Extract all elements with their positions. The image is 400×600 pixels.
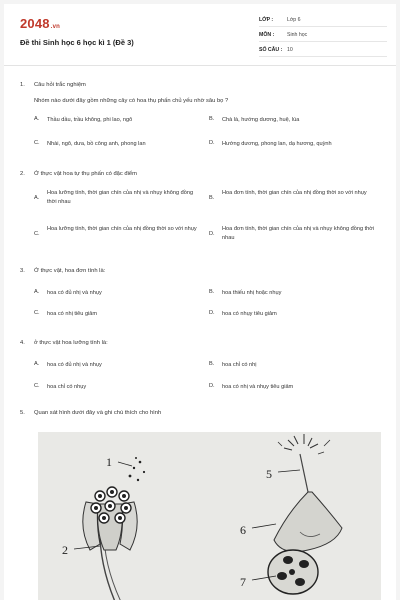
question-number: 3. xyxy=(20,268,25,274)
pistil-style xyxy=(300,454,308,492)
meta-row-grade xyxy=(259,14,387,27)
meta-value: Sinh học xyxy=(287,32,308,38)
question-number: 1. xyxy=(20,82,25,88)
stigma-branches xyxy=(284,434,318,450)
label-line-2 xyxy=(74,546,100,549)
ovary xyxy=(274,492,342,552)
pollen-grains xyxy=(129,457,146,481)
exam-header xyxy=(4,4,396,66)
label-line-6 xyxy=(252,524,276,528)
meta-key: MÔN : xyxy=(259,32,275,38)
option-d[interactable]: D. hoa có nhụy tiêu giảm xyxy=(209,310,277,317)
flower-diagram xyxy=(38,432,381,600)
option-b[interactable]: B. Hoa đơn tính, thời gian chín của nhị đồng thời so với nhụy xyxy=(209,190,367,201)
question-text: Quan sát hình dưới đây và ghi chú thích cho hình xyxy=(34,410,162,416)
question-description: Nhóm nào dưới đây gồm những cây có hoa thụ phấn chủ yếu nhờ sâu bọ ? xyxy=(34,98,229,104)
meta-value: Lớp 6 xyxy=(287,17,301,23)
option-b[interactable]: B. hoa thiếu nhị hoặc nhụy xyxy=(209,289,282,296)
option-a[interactable]: A. Thầu dầu, trầu không, phi lao, ngô xyxy=(34,116,133,123)
option-a[interactable]: A. hoa có đủ nhị và nhụy xyxy=(34,289,102,296)
site-logo[interactable]: 2048.vn xyxy=(20,16,61,31)
option-c[interactable]: C. Hoa lưỡng tính, thời gian chín của nhị đồng thời so với nhụy xyxy=(34,226,197,237)
label-7: 7 xyxy=(240,575,246,589)
flower-diagram-figure xyxy=(38,432,381,600)
label-line-1 xyxy=(118,462,132,466)
question-number: 5. xyxy=(20,410,25,416)
answer-options xyxy=(34,116,385,149)
option-b[interactable]: B. Chà là, hướng dương, huệ, lúa xyxy=(209,116,300,123)
question-number: 4. xyxy=(20,340,25,346)
question-4 xyxy=(20,340,385,392)
exam-meta xyxy=(259,14,387,59)
question-1 xyxy=(20,82,385,149)
label-1: 1 xyxy=(106,455,112,469)
option-a[interactable]: A. hoa có đủ nhị và nhụy xyxy=(34,361,102,368)
answer-options xyxy=(34,361,385,392)
meta-row-count xyxy=(259,44,387,57)
exam-title: Đề thi Sinh học 6 học kì 1 (Đề 3) xyxy=(20,38,134,47)
question-number: 2. xyxy=(20,171,25,177)
option-d[interactable]: D. Hoa đơn tính, thời gian chín của nhị và nhụy không đồng thời nhau xyxy=(209,226,375,241)
question-text: Câu hỏi trắc nghiệm xyxy=(34,82,86,88)
label-6: 6 xyxy=(240,523,246,537)
meta-row-subject xyxy=(259,29,387,42)
label-line-5 xyxy=(278,470,300,472)
option-c[interactable]: C. Nhài, ngô, dưa, bồ công anh, phong lan xyxy=(34,140,146,147)
label-5: 5 xyxy=(266,467,272,481)
meta-key: SỐ CÂU : xyxy=(259,47,283,53)
question-5 xyxy=(20,410,385,416)
option-d[interactable]: D. hoa có nhị và nhụy tiêu giảm xyxy=(209,383,294,390)
option-c[interactable]: C. hoa có nhị tiêu giảm xyxy=(34,310,98,317)
answer-options xyxy=(34,189,385,243)
exam-page xyxy=(4,4,396,600)
label-2: 2 xyxy=(62,543,68,557)
question-3 xyxy=(20,268,385,319)
question-text: Ở thực vật hoa tự thụ phấn có đặc điểm xyxy=(34,171,137,177)
option-d[interactable]: D. Hướng dương, phong lan, dạ hương, quỳnh xyxy=(209,140,332,147)
option-c[interactable]: C. hoa chỉ có nhụy xyxy=(34,383,87,390)
meta-value: 10 xyxy=(287,47,293,53)
option-a[interactable]: A. Hoa lưỡng tính, thời gian chín của nhị và nhụy không đồng thời nhau xyxy=(34,190,194,205)
meta-key: LỚP : xyxy=(259,17,274,23)
question-text: Ở thực vật, hoa đơn tính là: xyxy=(34,268,106,274)
question-2 xyxy=(20,171,385,243)
question-text: ở thực vật hoa lưỡng tính là: xyxy=(34,340,108,346)
answer-options xyxy=(34,289,385,319)
option-b[interactable]: B. hoa chỉ có nhị xyxy=(209,361,257,368)
